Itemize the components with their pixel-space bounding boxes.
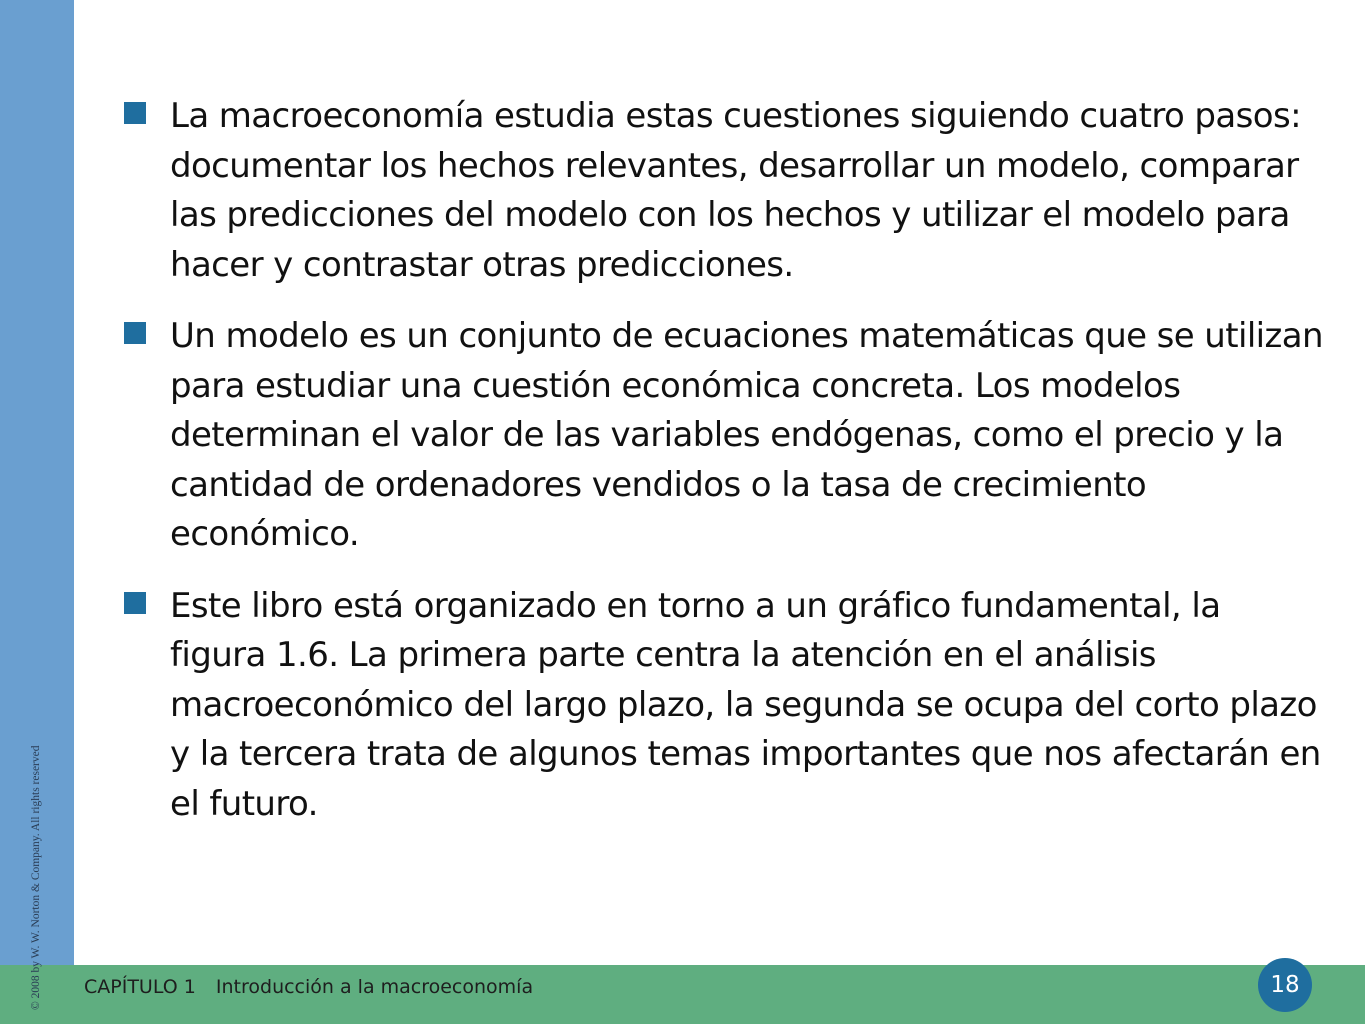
bullet-text: Este libro está organizado en torno a un gráfico fundamental, la figura 1.6. La primera parte centra la atención en el análisis macroeconómico del largo plazo, la segunda se ocupa del corto plazo y la tercera trata de algunos temas importantes que nos afectarán en el futuro. (170, 585, 1321, 824)
square-bullet-icon (124, 322, 146, 344)
copyright-notice: © 2008 by W. W. Norton & Company. All rights reserved (30, 745, 42, 1010)
footer-chapter-title (84, 976, 533, 998)
square-bullet-icon (124, 102, 146, 124)
chapter-subject: Introducción a la macroeconomía (215, 976, 534, 998)
bullet-item (124, 312, 1324, 560)
slide-body (124, 92, 1324, 851)
chapter-label: CAPÍTULO 1 (84, 976, 196, 998)
bullet-item (124, 582, 1324, 830)
square-bullet-icon (124, 592, 146, 614)
bullet-text: Un modelo es un conjunto de ecuaciones matemáticas que se utilizan para estudiar una cuestión económica concreta. Los modelos determinan el valor de las variables endógenas, como el precio y la cantidad de ordenadores vendidos o la tasa de crecimiento económico. (170, 316, 1323, 554)
page-number-badge: 18 (1258, 958, 1312, 1012)
bullet-item (124, 92, 1324, 290)
bullet-text: La macroeconomía estudia estas cuestiones siguiendo cuatro pasos: documentar los hechos relevantes, desarrollar un modelo, comparar las predicciones del modelo con los hechos y utilizar el modelo para hacer y contrastar otras predicciones. (170, 96, 1301, 285)
